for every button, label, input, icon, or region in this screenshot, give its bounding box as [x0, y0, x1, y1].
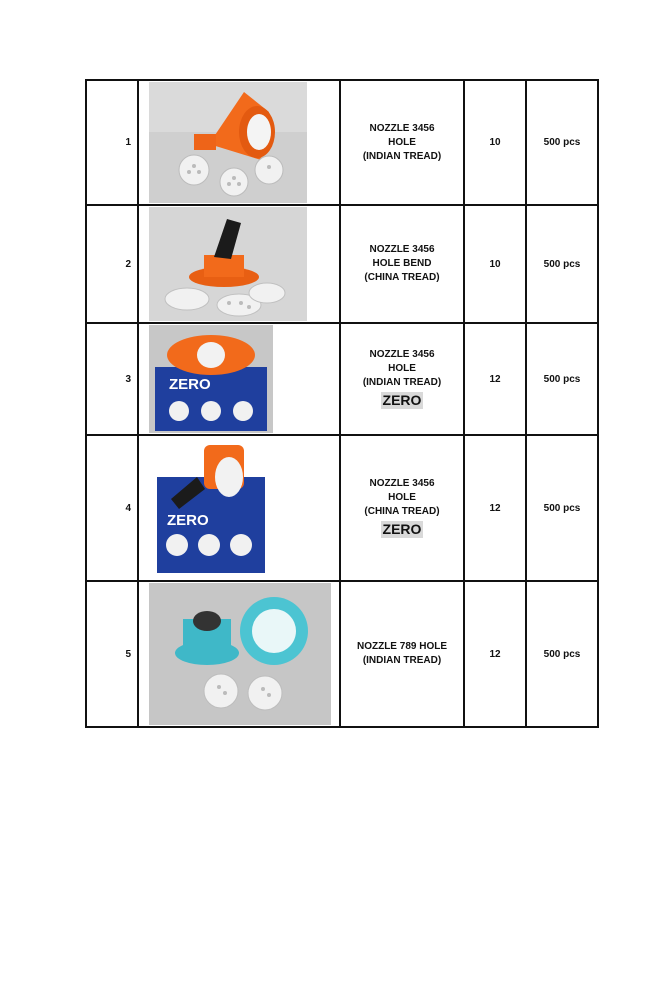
- svg-text:ZERO: ZERO: [169, 376, 211, 393]
- product-photo-zero-packet: [149, 325, 273, 433]
- table-row: [86, 435, 598, 581]
- product-photo-orange-nozzle: [149, 82, 307, 203]
- pack-size: 500 pcs: [526, 80, 598, 205]
- product-image-cell: [138, 80, 340, 205]
- quantity-value: 12: [464, 581, 526, 727]
- svg-text:ZERO: ZERO: [167, 512, 209, 529]
- row-number: 3: [86, 323, 138, 435]
- product-description: NOZZLE 3456 HOLE (CHINA TREAD) ZERO: [340, 435, 464, 581]
- row-number: 5: [86, 581, 138, 727]
- row-number: 4: [86, 435, 138, 581]
- product-image-cell: [138, 435, 340, 581]
- pack-size: 500 pcs: [526, 435, 598, 581]
- nozzle-illustration: [149, 437, 273, 579]
- nozzle-illustration: [149, 207, 307, 321]
- product-description: NOZZLE 3456 HOLE (INDIAN TREAD) ZERO: [340, 323, 464, 435]
- table-row: [86, 323, 598, 435]
- nozzle-illustration: [149, 325, 273, 433]
- product-photo-bend-nozzle: [149, 207, 307, 321]
- product-description: NOZZLE 789 HOLE (INDIAN TREAD): [340, 581, 464, 727]
- product-table: [85, 79, 599, 728]
- product-image-cell: [138, 205, 340, 323]
- table-row: [86, 581, 598, 727]
- quantity-value: 12: [464, 323, 526, 435]
- product-description: NOZZLE 3456 HOLE (INDIAN TREAD): [340, 80, 464, 205]
- table-row: [86, 80, 598, 205]
- pack-size: 500 pcs: [526, 205, 598, 323]
- nozzle-illustration: [149, 583, 331, 725]
- brand-label: ZERO: [382, 392, 422, 408]
- pack-size: 500 pcs: [526, 323, 598, 435]
- product-description: NOZZLE 3456 HOLE BEND (CHINA TREAD): [340, 205, 464, 323]
- product-photo-blue-nozzle: [149, 583, 331, 725]
- nozzle-illustration: [149, 82, 307, 203]
- row-number: 1: [86, 80, 138, 205]
- product-photo-zero-packet-bend: [149, 437, 273, 579]
- quantity-value: 12: [464, 435, 526, 581]
- brand-label: ZERO: [382, 521, 422, 537]
- pack-size: 500 pcs: [526, 581, 598, 727]
- table-row: [86, 205, 598, 323]
- product-image-cell: [138, 323, 340, 435]
- product-image-cell: [138, 581, 340, 727]
- quantity-value: 10: [464, 205, 526, 323]
- row-number: 2: [86, 205, 138, 323]
- quantity-value: 10: [464, 80, 526, 205]
